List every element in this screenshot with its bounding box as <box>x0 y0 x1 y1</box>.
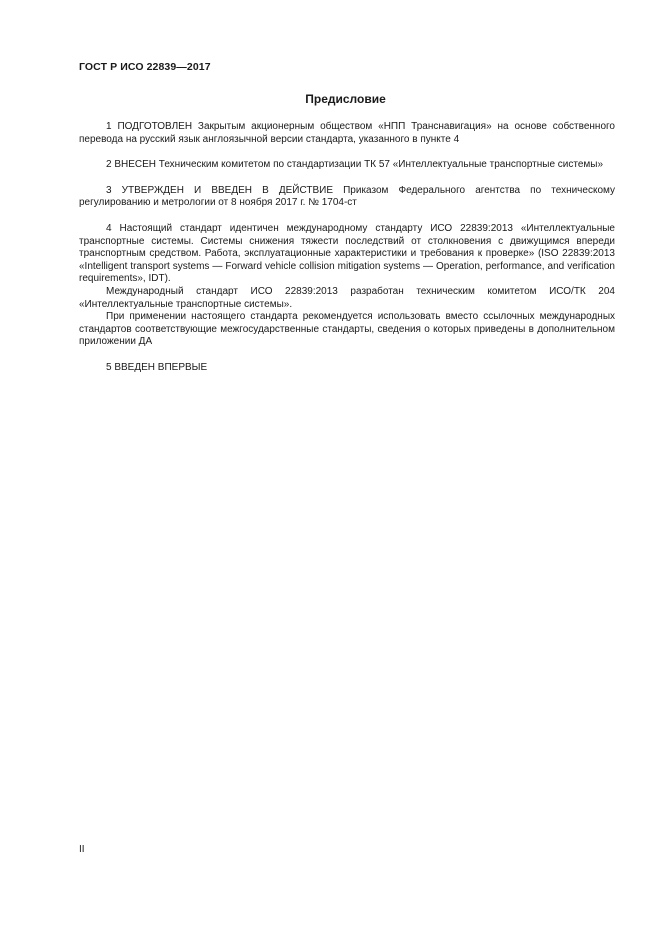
page-title <box>0 92 661 106</box>
paragraph-1-prepared: 1 ПОДГОТОВЛЕН Закрытым акционерным обществом «НПП Транснавигация» на основе собственного перевода на русский язык англоязычной версии стандарта, указанного в пункте 4 <box>79 121 615 145</box>
standard-code-header: ГОСТ Р ИСО 22839—2017 <box>79 61 211 73</box>
paragraph-4-application: При применении настоящего стандарта рекомендуется использовать вместо ссылочных международных стандартов соответствующие межгосударственные стандарты, сведения о которых приведены в дополнительном приложении ДА <box>79 311 615 348</box>
paragraph-3-approved: 3 УТВЕРЖДЕН И ВВЕДЕН В ДЕЙСТВИЕ Приказом Федерального агентства по техническому регулированию и метрологии от 8 ноября 2017 г. № 1704-ст <box>79 184 615 209</box>
page-number: II <box>79 844 85 855</box>
paragraph-4-identical: 4 Настоящий стандарт идентичен международному стандарту ИСО 22839:2013 «Интеллектуальные транспортные системы. Системы снижения тяжести последствий от столкновения с движущимся впереди транспортным средством. Работа, эксплуатационные характеристики и требования к проверке» (ISO 22839:2013 «Intelligent transport systems — Forward vehicle collision mitigation systems — Operation, performance, and verification requirements», IDT). <box>79 222 615 285</box>
paragraph-2-introduced: 2 ВНЕСЕН Техническим комитетом по стандартизации ТК 57 «Интеллектуальные транспортные системы» <box>106 159 604 171</box>
paragraph-5-first-introduced: 5 ВВЕДЕН ВПЕРВЫЕ <box>106 361 208 373</box>
paragraph-4-developer: Международный стандарт ИСО 22839:2013 разработан техническим комитетом ИСО/ТК 204 «Интеллектуальные транспортные системы». <box>79 285 615 310</box>
page-title-text: Предисловие <box>305 92 386 106</box>
foreword-body <box>79 121 615 375</box>
